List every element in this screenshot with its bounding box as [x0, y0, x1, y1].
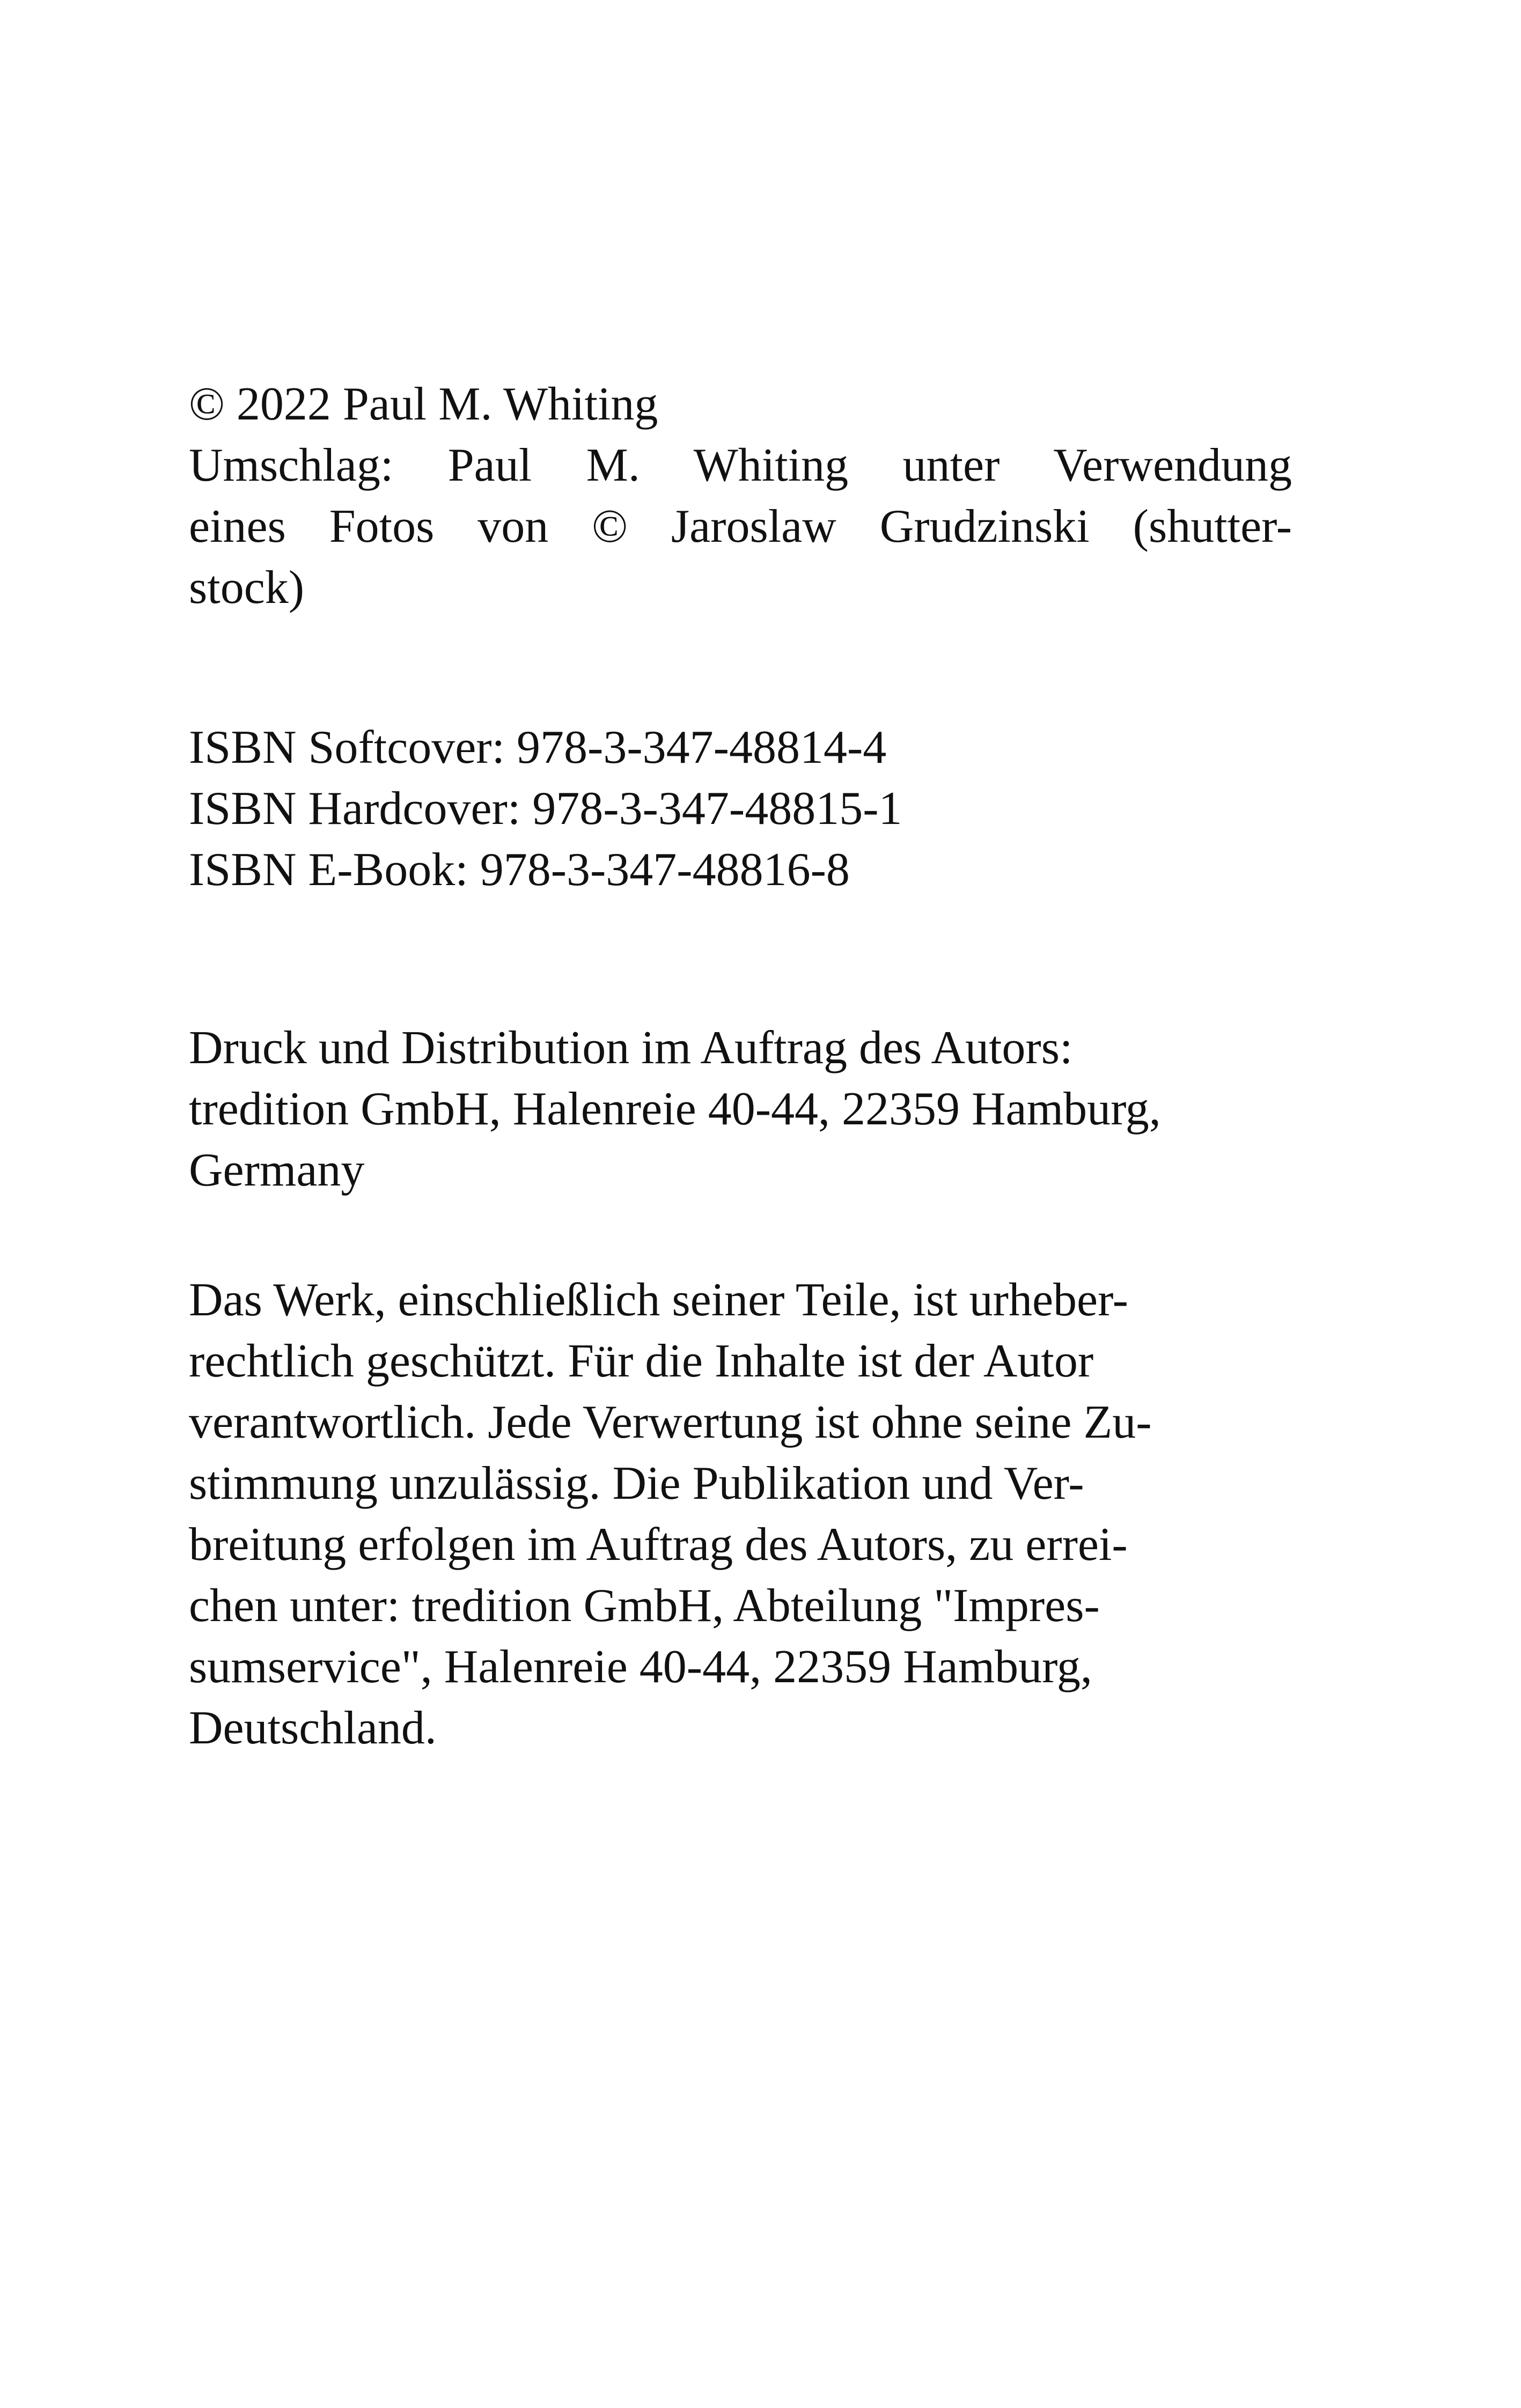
legal-line: Deutschland.	[189, 1702, 437, 1754]
cover-credit-line: eines Fotos von © Jaroslaw Grudzinski (shutter-	[189, 500, 1292, 553]
copyright-line: © 2022 Paul M. Whiting	[189, 378, 658, 430]
print-line: Druck und Distribution im Auftrag des Autors:	[189, 1022, 1073, 1074]
cover-credit-line: stock)	[189, 562, 305, 614]
isbn-softcover: ISBN Softcover: 978-3-347-48814-4	[189, 721, 887, 774]
legal-line: rechtlich geschützt. Für die Inhalte ist der Autor	[189, 1335, 1094, 1387]
copyright-block	[189, 374, 1292, 618]
legal-line: sumservice", Halenreie 40-44, 22359 Hamburg,	[189, 1641, 1092, 1693]
legal-line: verantwortlich. Jede Verwertung ist ohne seine Zu-	[189, 1396, 1152, 1448]
legal-line: stimmung unzulässig. Die Publikation und Ver-	[189, 1457, 1084, 1509]
legal-line: chen unter: tredition GmbH, Abteilung "Impres-	[189, 1580, 1100, 1632]
isbn-block	[189, 717, 1292, 901]
cover-credit-line: Umschlag: Paul M. Whiting unter Verwendung	[189, 439, 1292, 491]
legal-line: Das Werk, einschließlich seiner Teile, ist urheber-	[189, 1274, 1128, 1326]
isbn-hardcover: ISBN Hardcover: 978-3-347-48815-1	[189, 783, 902, 835]
legal-notice-block	[189, 1270, 1292, 1759]
isbn-ebook: ISBN E-Book: 978-3-347-48816-8	[189, 844, 850, 896]
print-line: tredition GmbH, Halenreie 40-44, 22359 Hamburg,	[189, 1083, 1161, 1135]
print-distribution-block	[189, 1018, 1292, 1201]
print-line: Germany	[189, 1144, 365, 1196]
legal-line: breitung erfolgen im Auftrag des Autors, zu errei-	[189, 1519, 1128, 1571]
